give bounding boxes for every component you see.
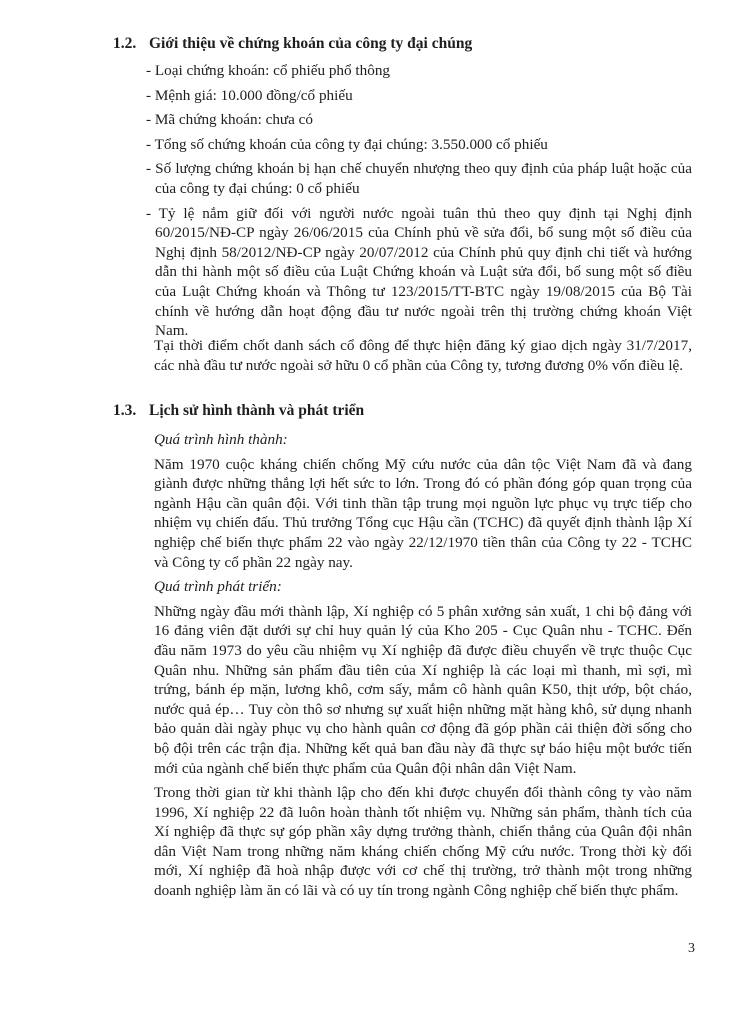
- list-item: - Mệnh giá: 10.000 đồng/cổ phiếu: [146, 86, 353, 104]
- section-number: 1.2.: [113, 35, 137, 52]
- history-block: [154, 430, 692, 906]
- section-heading-1-3: [113, 401, 364, 421]
- list-item: - Tổng số chứng khoán của công ty đại chúng: 3.550.000 cổ phiếu: [146, 135, 548, 153]
- list-item: - Loại chứng khoán: cổ phiếu phổ thông: [146, 62, 391, 79]
- section-heading-1-2: [113, 34, 472, 54]
- securities-info-list: [146, 61, 692, 346]
- list-item: - Tỷ lệ nắm giữ đối với người nước ngoài tuân thủ theo quy định tại Nghị định 60/2015/NĐ-CP ngày 26/06/2015 của Chính phủ về sửa đổi, bổ sung một số điều của Nghị định 58/2012/NĐ-CP ngày 20/07/2012 của Chính phủ quy định chi tiết và hướng dẫn thi hành một số điều của Luật Chứng khoán và Luật sửa đổi, bổ sung một số điều của Luật Chứng khoán và Thông tư 123/2015/TT-BTC ngày 19/08/2015 của Bộ Tài chính về hướng dẫn hoạt động đầu tư nước ngoài trên thị trường chứng khoán Việt Nam.: [146, 204, 692, 340]
- section-number: 1.3.: [113, 402, 137, 419]
- section-title: Giới thiệu về chứng khoán của công ty đại chúng: [149, 35, 473, 52]
- development-paragraph: Những ngày đầu mới thành lập, Xí nghiệp có 5 phân xưởng sản xuất, 1 chi bộ đảng với 16 đảng viên đặt dưới sự chỉ huy quản lý của Kho 205 - Cục Quân nhu - TCHC. Đến đầu năm 1973 do yêu cầu nhiệm vụ Xí nghiệp đã được điều chuyển về trực thuộc Cục Quân nhu. Những sản phẩm đầu tiên của Xí nghiệp là các loại mì thanh, mì sợi, mì trứng, bánh ép mặn, lương khô, cơm sấy, mắm cô hành quân K50, thịt ướp, bột cháo, nước quả ép… Tuy còn thô sơ nhưng sự xuất hiện những mặt hàng khô, sử dụng nhanh bảo quản dài ngày phục vụ cho hành quân cơ động đã góp phần cải thiện đời sống cho bộ đội trên các trận địa. Những kết quả ban đầu này đã thực sự báo hiệu một bước tiến mới của ngành chế biến thực phẩm của Quân đội nhân dân Việt Nam.: [154, 602, 692, 777]
- foreign-ownership-note: Tại thời điểm chốt danh sách cổ đông để thực hiện đăng ký giao dịch ngày 31/7/2017, các nhà đầu tư nước ngoài sở hữu 0 cổ phần của Công ty, tương đương 0% vốn điều lệ.: [154, 337, 692, 374]
- page-number: 3: [688, 941, 695, 956]
- formation-paragraph: Năm 1970 cuộc kháng chiến chống Mỹ cứu nước của dân tộc Việt Nam đã và đang giành được những thắng lợi hết sức to lớn. Trong đó có phần đóng góp quan trọng của ngành Hậu cần quân đội. Với tinh thần tập trung mọi nguồn lực phục vụ trực tiếp cho nhiệm vụ chiến đấu. Thủ trưởng Tổng cục Hậu cần (TCHC) đã quyết định thành lập Xí nghiệp chế biến thực phẩm 22 vào ngày 22/12/1970 tiền thân của Công ty 22 - TCHC và Công ty cổ phần 22 ngày nay.: [154, 455, 692, 571]
- formation-subheading: Quá trình hình thành:: [154, 431, 288, 448]
- development-paragraph: Trong thời gian từ khi thành lập cho đến khi được chuyển đổi thành công ty vào năm 1996, Xí nghiệp 22 đã luôn hoàn thành tốt nhiệm vụ. Những sản phẩm, thành tích của Xí nghiệp đã thực sự góp phần xây dựng trưởng thành, chiến thắng của Quân đội nhân dân Việt Nam trong những năm kháng chiến chống Mỹ cứu nước. Trong thời kỳ đổi mới, Xí nghiệp đã hoà nhập được với cơ chế thị trường, trở thành một trong những doanh nghiệp làm ăn có lãi và có uy tín trong ngành Công nghiệp chế biến thực phẩm.: [154, 784, 692, 900]
- development-subheading: Quá trình phát triển:: [154, 578, 282, 596]
- list-item: - Mã chứng khoán: chưa có: [146, 111, 314, 129]
- section-title: Lịch sử hình thành và phát triển: [149, 402, 365, 419]
- list-item: - Số lượng chứng khoán bị hạn chế chuyển nhượng theo quy định của pháp luật hoặc của của công ty đại chúng: 0 cổ phiếu: [146, 160, 692, 197]
- foreign-ownership-note-block: [154, 336, 692, 380]
